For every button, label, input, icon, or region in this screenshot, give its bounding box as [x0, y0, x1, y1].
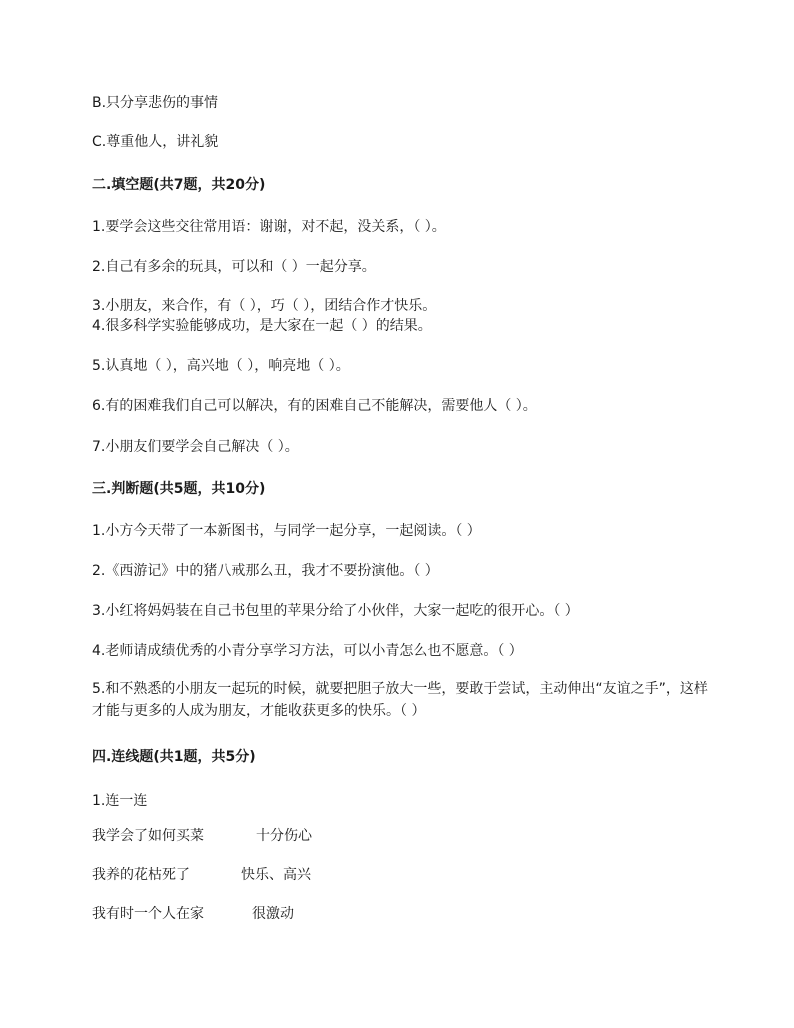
true-false-question-4: 4.老师请成绩优秀的小青分享学习方法，可以小青怎么也不愿意。（ ）: [92, 643, 523, 659]
section-heading-true-false: 三.判断题(共5题，共10分): [92, 481, 266, 497]
fill-blank-question-2: 2.自己有多余的玩具，可以和（ ）一起分享。: [92, 259, 376, 275]
fill-blank-question-7: 7.小朋友们要学会自己解决（ ）。: [92, 439, 299, 455]
matching-right-item: 快乐、高兴: [241, 867, 311, 883]
matching-left-item: 我养的花枯死了: [92, 867, 190, 883]
fill-blank-question-5: 5.认真地（ ），高兴地（ ），响亮地（ ）。: [92, 358, 350, 374]
section-heading-fill-blank: 二.填空题(共7题，共20分): [92, 177, 266, 193]
matching-row: [92, 827, 312, 845]
section-heading-matching: 四.连线题(共1题，共5分): [92, 749, 256, 765]
true-false-question-5: 5.和不熟悉的小朋友一起玩的时候，就要把胆子放大一些，要敢于尝试，主动伸出“友谊之手”，这样才能与更多的人成为朋友，才能收获更多的快乐。（ ）: [92, 681, 708, 719]
true-false-question-3: 3.小红将妈妈装在自己书包里的苹果分给了小伙伴，大家一起吃的很开心。（ ）: [92, 603, 579, 619]
fill-blank-question-6: 6.有的困难我们自己可以解决，有的困难自己不能解决，需要他人（ ）。: [92, 398, 537, 414]
true-false-question-1: 1.小方今天带了一本新图书，与同学一起分享，一起阅读。（ ）: [92, 523, 481, 539]
true-false-question-2: 2.《西游记》中的猪八戒那么丑，我才不要扮演他。（ ）: [92, 563, 439, 579]
matching-row: [92, 905, 294, 923]
matching-right-item: 很激动: [252, 906, 294, 922]
option-b: B.只分享悲伤的事情: [92, 95, 219, 111]
matching-question: 1.连一连: [92, 793, 148, 809]
matching-right-item: 十分伤心: [256, 828, 312, 844]
fill-blank-question-1: 1.要学会这些交往常用语：谢谢，对不起，没关系，（ ）。: [92, 219, 446, 235]
matching-left-item: 我有时一个人在家: [92, 906, 204, 922]
matching-row: [92, 866, 311, 884]
fill-blank-question-4: 4.很多科学实验能够成功，是大家在一起（ ）的结果。: [92, 318, 432, 334]
matching-left-item: 我学会了如何买菜: [92, 828, 204, 844]
fill-blank-question-3: 3.小朋友，来合作，有（ ），巧（ ），团结合作才快乐。: [92, 298, 437, 314]
option-c: C.尊重他人，讲礼貌: [92, 134, 219, 150]
